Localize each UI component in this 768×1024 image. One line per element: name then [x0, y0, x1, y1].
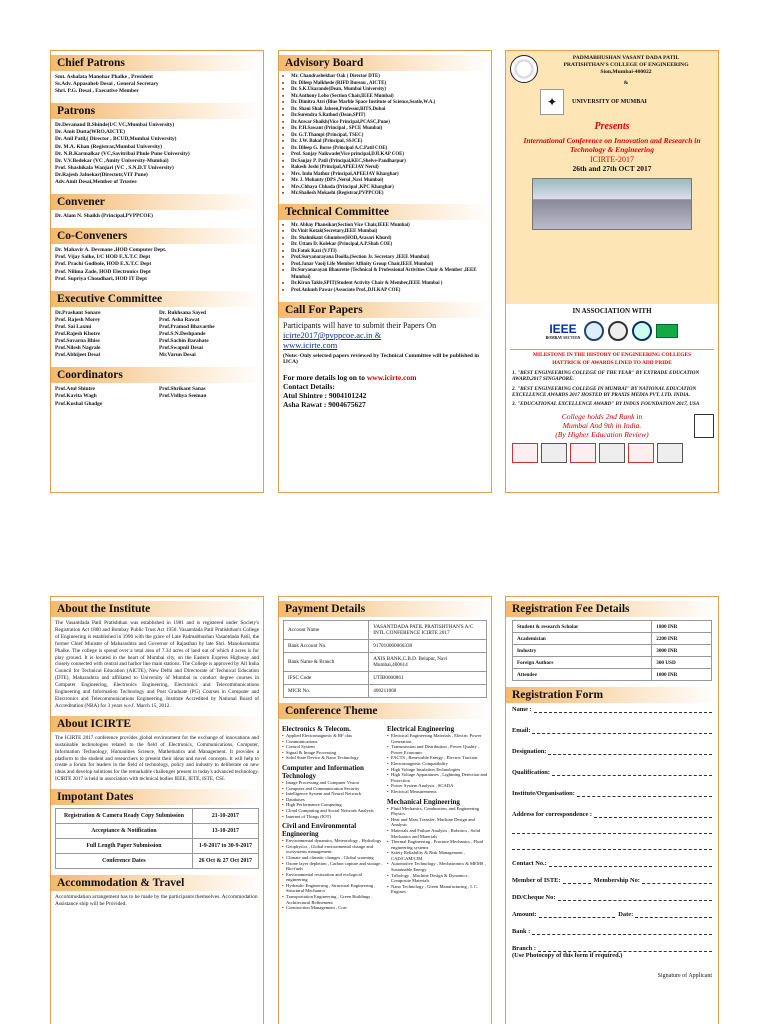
- executive-list-col2: [159, 310, 259, 360]
- award-badge-icon: [512, 443, 538, 463]
- date-row-value: 13-10-2017: [192, 824, 258, 839]
- award-badge-icon: [541, 443, 567, 463]
- theme-topic: • Environmental dynamics, Meteorology , Hydrology: [282, 838, 383, 844]
- payment-row: [284, 685, 487, 698]
- advisory-member: • Prof. Sanjay Naikwade(Vice principal,DJLKAP COE): [291, 152, 491, 159]
- form-row: [512, 706, 712, 713]
- amount-label: Amount:: [512, 911, 537, 918]
- co-conveners-heading: Co-Conveners: [51, 228, 263, 244]
- executive-member: Prof.Sachin Barahate: [159, 338, 209, 345]
- date-row-value: 26 Oct & 27 Oct 2017: [192, 854, 258, 869]
- technical-member: • Dr. Shahnikant Ghumbre(HOD,Avasari Khurd): [291, 236, 491, 243]
- coordinators-list-col1: [55, 386, 155, 407]
- theme-topic: • Environmental restoration and ecological engineering: [282, 872, 383, 883]
- amount-input[interactable]: [539, 912, 616, 918]
- cfp-heading: Call For Papers: [279, 302, 491, 318]
- conference-code: ICIRTE-2017: [590, 155, 634, 164]
- executive-list-col1: [55, 310, 155, 360]
- college-name-1: PADMABHUSHAN VASANT DADA PATIL: [572, 55, 680, 61]
- ampersand: &: [623, 80, 629, 86]
- payment-row: [284, 640, 487, 653]
- college-logo: [510, 55, 538, 83]
- advisory-member: • Dr. Dileep G. Borse (Principal A.C.Patil COE): [291, 146, 491, 153]
- fee-row-label: Foreign Authors: [513, 657, 652, 669]
- coordinators-heading: Coordinators: [51, 367, 263, 383]
- theme-topic: • Power System Analysis , SCADA: [387, 783, 488, 789]
- theme-group-list: [282, 838, 383, 911]
- advisory-member: • Mr. J. Mohanty (DPS ,Nerul ,Navi Mumbai): [291, 178, 491, 185]
- presents-label: Presents: [594, 121, 630, 132]
- executive-member: Prof.Suvarna Bhise: [55, 338, 100, 345]
- awards-list: [506, 366, 718, 407]
- payment-row-value: 400211068: [369, 685, 487, 698]
- form-field-label: Institute/Organisation:: [512, 790, 575, 797]
- patron-item: Prof. Shashikala Wanjari (VC , S.N.D.T University): [55, 164, 174, 171]
- date-row-value: 1-9-2017 to 30-9-2017: [192, 839, 258, 854]
- theme-topic: • Fluid Mechanics, Combustion, and Engineering Physics: [387, 806, 488, 817]
- college-building-image: [532, 178, 692, 230]
- coordinator-item: Prof.Shrikant Sanas: [159, 386, 206, 393]
- fee-row-label: Academician: [513, 633, 652, 645]
- theme-topic: • Cloud Computing and Social Network Analysis: [282, 808, 383, 814]
- fee-row: [513, 657, 712, 669]
- date-row-label: Acceptance & Notification: [56, 824, 193, 839]
- theme-group-list: [387, 733, 488, 795]
- form-field-input[interactable]: [577, 791, 712, 797]
- date-row-value: 21-10-2017: [192, 809, 258, 824]
- branch-label: Branch :: [512, 945, 536, 952]
- advisory-member: • Dr. Dimitra Atri (Blue Marble Space Institute of Science,Seatle,W.A.): [291, 100, 491, 107]
- dd-label: DD/Cheque No:: [512, 894, 556, 901]
- fee-row-value: 300 USD: [652, 657, 712, 669]
- fee-row-value: 1800 INR: [652, 621, 712, 633]
- conference-title: International Conference on Innovation and Research in Technology & Engineering: [523, 136, 701, 154]
- executive-member: Prof.Pramod Bhavarthe: [159, 323, 215, 330]
- panel-committees: [50, 50, 264, 493]
- form-row: [512, 790, 712, 797]
- theme-topic: • Transportation Engineering , Green Buildings , Architectural Refinement: [282, 894, 383, 905]
- cfp-note: (Note:-Only selected papers reviewed by Technical Committee will be published in IJCA): [283, 353, 479, 365]
- advisory-member: • Dr.Sanjay P. Patil (Principal,KEC,Shelve-Pandharpur): [291, 159, 491, 166]
- form-field-label: Name :: [512, 706, 532, 713]
- bank-label: Bank :: [512, 928, 531, 935]
- fee-row: [513, 621, 712, 633]
- theme-topic: • Electromagnetic Compatibility: [387, 761, 488, 767]
- fee-row-label: Student & research Scholar: [513, 621, 652, 633]
- theme-topic: • Databases: [282, 797, 383, 803]
- address-input[interactable]: [594, 812, 712, 818]
- chief-patrons-list: [51, 74, 263, 95]
- executive-member: Prof. Sai Laxmi: [55, 323, 92, 330]
- about-icirte-heading: About ICIRTE: [51, 716, 263, 732]
- membership-no-input[interactable]: [642, 878, 712, 884]
- theme-topic: • Control System: [282, 744, 383, 750]
- contact-2: Asha Rawat : 9004675627: [283, 400, 366, 409]
- contact-1: Atul Shintre : 9004101242: [283, 391, 367, 400]
- patron-item: Dr. M.A. Khan (Registrar,Mumbai University): [55, 143, 163, 150]
- coordinator-item: Prof.Kavita Wagh: [55, 393, 97, 400]
- theme-topic: • Geophysics , Global environmental change and ecosystems management.: [282, 844, 383, 855]
- fee-row-label: Industry: [513, 645, 652, 657]
- award-badge-icon: [628, 443, 654, 463]
- executive-member: Prof.Nilesh Nagrale: [55, 345, 101, 352]
- dd-input[interactable]: [558, 895, 713, 901]
- payment-row-label: Account Name: [284, 621, 369, 640]
- technical-member: • Dr.Suryanarayan Bhaurette (Technical & Professional Activities Chair & Member ,IEEE Mumbai): [291, 268, 491, 281]
- chief-patrons-heading: Chief Patrons: [51, 55, 263, 71]
- theme-topic: • High Voltage Insulation Technologies: [387, 767, 488, 773]
- chief-patron-item: Smt. Ashalata Manohar Phalke , President: [55, 74, 153, 80]
- advisory-member: • Mr. Chandrashekhar Oak ( Director DTE): [291, 74, 491, 81]
- fee-row-value: 1000 INR: [652, 669, 712, 681]
- panel-payment: [278, 596, 492, 1024]
- patron-item: Dr. Amit Dutta(WRO,AICTE): [55, 129, 125, 136]
- award-item: 1. "BEST ENGINEERING COLLEGE OF THE YEAR" BY EXTRADE EDUCATION AWARD,2017 SINGAPORE.: [512, 370, 700, 383]
- payment-row-value: AXIS BANK,C.B.D. Belapur, Navi Mumbai,400614: [369, 653, 487, 672]
- cfp-website[interactable]: www.icirte.com: [283, 340, 338, 350]
- advisory-member: • Dr. Shaui Shah Jabeen,Professor,BITS,Dubai: [291, 107, 491, 114]
- date-row: [56, 854, 259, 869]
- coordinator-item: Prof.Vidhya Seeman: [159, 393, 207, 400]
- cfp-more: [283, 373, 487, 382]
- payment-row: [284, 621, 487, 640]
- co-convener-item: Prof. Vijay Salke, I/C HOD E.X.T.C Dept: [55, 254, 151, 261]
- patrons-heading: Patrons: [51, 103, 263, 119]
- technical-heading: Technical Committee: [279, 204, 491, 220]
- theme-topic: • Safety Reliability & Risk Management , CAD/CAM/CIM: [387, 850, 488, 861]
- payment-heading: Payment Details: [279, 601, 491, 617]
- theme-group-heading: Civil and Environmental Engineering: [282, 822, 357, 839]
- signature-label: Signature of Applicant: [657, 973, 712, 979]
- association-label: IN ASSOCIATION WITH: [572, 307, 652, 315]
- fee-row: [513, 633, 712, 645]
- date-label: Date:: [618, 911, 634, 918]
- advisory-member: • Mr.Shailesh Mokashi (Registrar,PVPPCOE): [291, 191, 491, 198]
- cfp-line: Participants will have to submit their Papers On: [283, 321, 437, 330]
- coordinators-list-col2: [159, 386, 259, 407]
- convener-list: [51, 213, 263, 220]
- date-row-label: Full Length Paper Submission: [56, 839, 193, 854]
- theme-topic: • High Voltage Apparatuses , Lightning Detection and Protection: [387, 772, 488, 783]
- form-row: [512, 748, 712, 755]
- co-convener-item: Dr. Mahavir A. Devmane ,HOD Computer Dept.: [55, 247, 167, 254]
- date-row: [56, 839, 259, 854]
- iste-logo-icon: [608, 321, 628, 341]
- theme-topic: • Signal & Image Processing: [282, 750, 383, 756]
- payment-row-label: MICR No.: [284, 685, 369, 698]
- address-label: Address for correspondence :: [512, 811, 593, 818]
- milestone-title: MILESTONE IN THE HISTORY OF ENGINEERING COLLEGES: [532, 352, 692, 358]
- executive-member: Mr.Varun Desai: [159, 352, 196, 359]
- advisory-member: • Rakesh Joshi (Principal,APEEJAY Nerul): [291, 165, 491, 172]
- theme-heading: Conference Theme: [279, 703, 491, 719]
- technical-member: • Prof.Janar Vaoij Life Member Affinity Group Chair,IEEE Mumbai): [291, 262, 491, 269]
- university-name: UNIVERSITY OF MUMBAI: [572, 99, 647, 105]
- theme-topic: • Transmission and Distribution , Power Quality , Power Economic: [387, 744, 488, 755]
- trophy-icon: [694, 414, 714, 438]
- cfp-more-link[interactable]: www.icirte.com: [366, 373, 417, 382]
- dates-table: [55, 808, 259, 869]
- executive-member: Prof.Swapnil Desai: [159, 345, 203, 352]
- about-institute-text: The Vasantdada Patil Pratishthan was established in 1981 and is registered under Society's Registration Act 1860 and Bombay Public Trust Act 1950. Vasantdada Patil Pratishthan's College of Engineering is established in 1990 with the grace of Late Padmabhushan Vasantdada Patil, the former Chief Minister of Maharashtra and Governor of Rajasthan by late Shri. Manoharmama Phalke. The college is spread over a total area of 7.34 acres of land out of which 4 acres is for play ground. It is located in the heart of Mumbai city, on the Eastern Express Highway and closely connected with central and harbor line main stations. The College is approved by All India Council for Technical Education (AICTE), New Delhi and Directorate of Technical Education (DTE), Maharashtra and affiliated to University of Mumbai to conduct degree courses in Computer Engineering, Electronics Engineering, Electronics and Telecommunications Engineering and Information Technology and Post Graduate (PG) Courses in Computer and Electronics and Telecommunications Engineering. Institute Accredited by National Board of Accreditation (NBA) for 3 years w.e.f. March 15, 2012.: [55, 620, 259, 709]
- date-row: [56, 824, 259, 839]
- chief-patron-item: Shri. P.G. Desai , Executive Member: [55, 88, 139, 95]
- theme-topic: • Construction Management , Con-: [282, 905, 383, 911]
- executive-heading: Executive Committee: [51, 291, 263, 307]
- theme-topic: • Solid State Device & Nano Technology: [282, 755, 383, 761]
- theme-topic: • Image Processing and Computer Vision: [282, 780, 383, 786]
- theme-column-2: [387, 722, 488, 911]
- theme-group-heading: Computer and Information Technology: [282, 763, 364, 780]
- fee-row-label: Attendee: [513, 669, 652, 681]
- theme-topic: • Electrical Measurements: [387, 789, 488, 795]
- theme-topic: • Nano Technology , Green Manufacturing , I. C. Engines: [387, 884, 488, 895]
- advisory-member: • Dr. S.K.Ukarande(Dean, Mumbai University): [291, 87, 491, 94]
- conference-date: 26th and 27th OCT 2017: [572, 164, 652, 173]
- advisory-member: • Mr.Anthony Lobo (Section Chair,IEEE Mumbai): [291, 94, 491, 101]
- ieee-logo: [546, 322, 581, 340]
- date-row-label: Registration & Camera Ready Copy Submission: [56, 809, 193, 824]
- advisory-member: • Dr. G.T.Thampi (Principal, TSEC): [291, 133, 491, 140]
- executive-member: Prof.Abhijeet Desai: [55, 352, 101, 359]
- payment-row-label: IFSC Code: [284, 672, 369, 685]
- panel-registration: [505, 596, 719, 1024]
- dates-heading: Impotant Dates: [51, 789, 263, 805]
- theme-column-1: [282, 722, 383, 911]
- accommodation-text: Accommodation arrangement has to be made by the participants themselves. Accommodation Assistance ship will be Provided.: [55, 894, 258, 908]
- patrons-list: [51, 122, 263, 186]
- chief-patron-item: Sr.Adv. Appasaheb Desai , General Secretary: [55, 81, 159, 88]
- theme-topic: • Materials and Failure Analysis , Robotics , Solid Mechanics and Materials: [387, 828, 488, 839]
- award-badge-icon: [657, 443, 683, 463]
- advisory-member: • Dr. P.H.Sawant (Principal , SPCE Mumbai): [291, 126, 491, 133]
- theme-topic: • High Performance Computing: [282, 802, 383, 808]
- registration-form: [506, 706, 718, 979]
- theme-group-heading: Mechanical Engineering: [387, 797, 460, 806]
- theme-topic: • Internet of Things (IOT): [282, 814, 383, 820]
- co-convener-item: Prof. Nilima Zade, HOD Electronics Dept: [55, 268, 151, 275]
- panel-cover: [505, 50, 719, 493]
- form-field-input[interactable]: [552, 770, 712, 776]
- member-input[interactable]: [563, 878, 591, 884]
- form-field-input[interactable]: [532, 728, 712, 734]
- patron-item: Dr. Anil Patil,( Director , BCUD,Mumbai University): [55, 136, 177, 143]
- theme-group-list: [282, 780, 383, 819]
- advisory-member: • Dr.Surendra S.Rathod (Dean,SPIT): [291, 113, 491, 120]
- convener-item: Dr. Alam N. Shaikh (Principal,PVPPCOE): [55, 213, 153, 220]
- fee-row-value: 3000 INR: [652, 645, 712, 657]
- executive-member: Prof.Rajesh Khotre: [55, 330, 101, 337]
- date-input[interactable]: [635, 912, 712, 918]
- technical-member: • Prof.Ankush Pawar (Associate Prof.,DJLKAP COE): [291, 288, 491, 295]
- fee-heading: Registration Fee Details: [506, 601, 718, 617]
- form-field-input[interactable]: [534, 707, 712, 713]
- form-row: [512, 727, 712, 734]
- bank-input[interactable]: [532, 929, 712, 935]
- co-convener-item: Prof. Supriya Choudhari, HOD IT Dept: [55, 275, 147, 282]
- college-address: Sion,Mumbai-400022: [600, 69, 652, 75]
- ieee-logo-text: IEEE: [549, 322, 577, 336]
- milestone-subtitle: HATTRICK OF AWARDS LINED TO ADD PRIDE: [552, 360, 672, 366]
- panel-advisory: [278, 50, 492, 493]
- contact-heading: Contact Details:: [283, 382, 335, 391]
- patron-item: Dr.Rajesh Jalnekar(Directotr,VIT Pune): [55, 171, 148, 178]
- member-label: Member of ISTE:: [512, 877, 561, 884]
- theme-topic: • Electrical Engineering Materials , Electric Power Generation: [387, 733, 488, 744]
- coordinator-item: Prof.Atul Shintre: [55, 386, 95, 393]
- co-conveners-list: [51, 247, 263, 282]
- address-input-line[interactable]: [512, 828, 712, 834]
- form-heading: Registration Form: [506, 687, 718, 703]
- advisory-member: • Dr. J.W. Bakal (Principal, SSJCE): [291, 139, 491, 146]
- rank-line-2: Mumbai And 9th in India.: [562, 421, 642, 431]
- technical-member: • Prof.Suryanarayana Doolla,(Section Jr. Secretary ,IEEE Mumbai): [291, 255, 491, 262]
- contact-input[interactable]: [549, 861, 712, 867]
- theme-topic: • Thermal Engineering , Fracture Mechanics , Fluid engineering systems: [387, 839, 488, 850]
- patron-item: Dr.Devanand B.Shinde(I/C VC,Mumbai University): [55, 122, 175, 129]
- photocopy-note: (Use Photocopy of this form if required.): [512, 952, 623, 959]
- fee-row: [513, 669, 712, 681]
- advisory-member: • Dr. Dileep Malkhede (RIFD Bureau , AICTE): [291, 81, 491, 88]
- theme-topic: • FACTS , Renewable Energy , Electric Traction: [387, 755, 488, 761]
- form-field-label: Designation:: [512, 748, 547, 755]
- iete-logo-icon: [584, 321, 604, 341]
- fee-table: [512, 620, 712, 681]
- panel-about: [50, 596, 264, 1024]
- theme-topic: • Ozone layer depletion , Carbon capture and storage , Bio-fuels: [282, 861, 383, 872]
- date-row-label: Conference Dates: [56, 854, 193, 869]
- advisory-heading: Advisory Board: [279, 55, 491, 71]
- payment-row-label: Bank Account No.: [284, 640, 369, 653]
- technical-member: • Dr. Uttam D. Kolekar (Principal,A.P.Shah COE): [291, 242, 491, 249]
- advisory-member: • Mrs. Indu Mathur (Principal,APEEJAY Kharghar): [291, 172, 491, 179]
- payment-row-value: 917010060066330: [369, 640, 487, 653]
- executive-member: Dr.Prashant Sonare: [55, 309, 101, 316]
- form-field-label: Email:: [512, 727, 531, 734]
- partner-logo-icon: [656, 324, 678, 338]
- payment-table: [283, 620, 487, 698]
- patron-item: Adv.Amit Desai,Member of Trustee: [55, 179, 137, 186]
- form-row: [512, 769, 712, 776]
- technical-member: • Mr. Abhay Phansikar(Section Vice Chair,IEEE Mumbai): [291, 223, 491, 230]
- university-crest-icon: ✦: [540, 89, 564, 115]
- fee-row-value: 2200 INR: [652, 633, 712, 645]
- payment-row-value: UTIB0000861: [369, 672, 487, 685]
- executive-member: Prof.S.N.Deshpande: [159, 330, 206, 337]
- form-field-input[interactable]: [548, 749, 712, 755]
- theme-group-heading: Electrical Engineering: [387, 725, 455, 733]
- technical-member: • Dr.Fatuk Kazi (VJTI): [291, 249, 491, 256]
- patron-item: Dr. V.V.Bedekar (VC ,Amity University-Mumbai): [55, 157, 169, 164]
- theme-topic: • Intelligence System and Neural Network: [282, 791, 383, 797]
- advisory-member: • Mrs.Chhaya Chhada (Principal ,KPC Kharghar): [291, 185, 491, 192]
- advisory-member: • Dr.Anwar Shaikh(Vice Principal,PCASC,Pune): [291, 120, 491, 127]
- award-badge-icon: [570, 443, 596, 463]
- date-row: [56, 809, 259, 824]
- membership-no-label: Membership No:: [593, 877, 640, 884]
- rank-line-1: College holds 2nd Rank in: [561, 412, 643, 422]
- college-name-2: PRATISHTHAN'S COLLEGE OF ENGINEERING: [563, 62, 689, 68]
- theme-topic: • Heat and Mass Transfer, Machine Design and Analysis: [387, 817, 488, 828]
- about-institute-heading: About the Institute: [51, 601, 263, 617]
- co-convener-item: Prof. Prachi Godbole, HOD E.X.T.C Dept: [55, 261, 152, 268]
- payment-row-label: Bank Name & Branch: [284, 653, 369, 672]
- payment-row-value: VASANTDADA PATIL PRATISHTHAN'S A/C INTL CONFERENCE ICIRTE 2017: [369, 621, 487, 640]
- technical-list: [279, 223, 491, 295]
- advisory-list: [279, 74, 491, 198]
- executive-member: Prof. Asha Rawat: [159, 316, 200, 323]
- technical-member: • Dr.Vinit Kotak(Secretary,IEEE Mumbai): [291, 229, 491, 236]
- theme-group-list: [387, 806, 488, 896]
- executive-member: Prof. Rajesh Morey: [55, 316, 101, 323]
- executive-member: Dr. Rukhsana Sayed: [159, 309, 206, 316]
- payment-row: [284, 653, 487, 672]
- form-field-label: Qualification:: [512, 769, 550, 776]
- contact-label: Contact No.:: [512, 860, 547, 867]
- award-item: 2. "BEST ENGINEERING COLLEGE IN MUMBAI" BY NATIONAL EDUCATION EXCELLENCE AWARDS 2017 HOSTED BY PRAXIS MEDIA PVT. LTD. INDIA.: [512, 385, 697, 398]
- theme-topic: • Climate and climatic changes , Global warming: [282, 855, 383, 861]
- cfp-email[interactable]: icirte2017@pvppcoe.ac.in &: [283, 330, 382, 340]
- theme-topic: • Tribology , Machine Design & Dynamics , Composite Materials: [387, 873, 488, 884]
- coordinator-item: Prof.Kushal Ghadge: [55, 400, 103, 407]
- fee-row: [513, 645, 712, 657]
- theme-topic: • Hydraulic Engineering , Structural Engineering , Structural Mechanics: [282, 883, 383, 894]
- theme-group-list: [282, 733, 383, 761]
- address-input-line[interactable]: [512, 844, 712, 850]
- about-icirte-text: The ICIRTE 2017 conference provides global environment for the exchange of innovations and sustainable technologies related to the field of Electronics, Communications, Computer, Information Technology, Humanities Science, Mathematics and Management. It provides a platform to the student and researchers to present their ideas and novel concepts. It will help to create a forum for leaders in the field of technology, policy and industry to deliberate on new ideas and develop solutions for the remarkable challenges present in today's advanced technology. ICIRTE 2017 is held in association with technical bodies IEEE, IETE, ISTE, CSI.: [55, 734, 259, 783]
- theme-group-heading: Electronics & Telecom.: [282, 725, 351, 733]
- ieee-logo-sub: BOMBAY SECTION: [545, 336, 581, 340]
- technical-member: • Dr.Kiran Takle,SPIT(Student Activity Chair & Member,IEEE Mumbai ): [291, 281, 491, 288]
- csi-logo-icon: [632, 321, 652, 341]
- patron-item: Dr. N.R.Karmalkar (VC,Savitribai Phule Pune University): [55, 150, 190, 157]
- convener-heading: Convener: [51, 194, 263, 210]
- rank-line-3: (By Higher Education Review): [555, 430, 649, 440]
- award-badge-icon: [599, 443, 625, 463]
- theme-topic: • Communications: [282, 739, 383, 745]
- payment-row: [284, 672, 487, 685]
- accommodation-heading: Accommodation & Travel: [51, 875, 263, 891]
- award-item: 3. "EDUCATIONAL EXCELLENCE AWARD" BY INDUS FOUNDATION 2017, USA: [512, 401, 700, 408]
- theme-topic: • Automotive Technology , Mechatronics & MEMS , Sustainable Energy: [387, 861, 488, 872]
- cfp-more-prefix: For more details log on to: [283, 373, 366, 382]
- theme-topic: • Computer and Communication Security: [282, 786, 383, 792]
- theme-topic: • Applied Electromagnetic & RF ckts: [282, 733, 383, 739]
